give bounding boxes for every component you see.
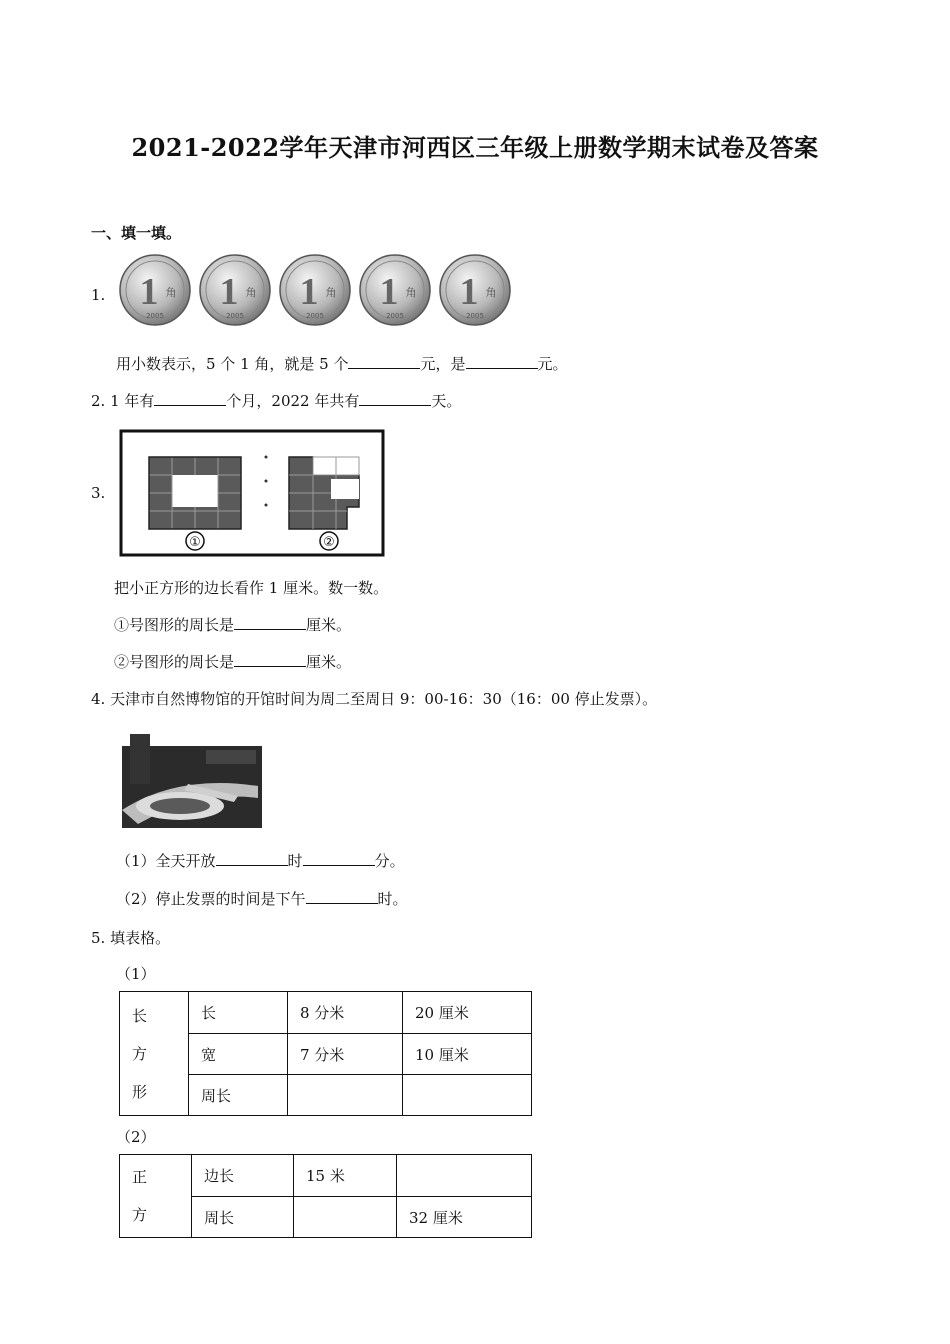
coin-mark: 1: [139, 271, 159, 313]
q5-part1-label: （1）: [116, 965, 156, 983]
answer-blank[interactable]: [359, 391, 431, 406]
coin-unit: 角: [405, 286, 417, 299]
answer-cell[interactable]: [397, 1155, 532, 1197]
answer-cell[interactable]: [403, 1075, 532, 1116]
coin-year: 2005: [466, 312, 484, 320]
coin-icon: [360, 255, 430, 325]
answer-blank[interactable]: [234, 652, 306, 667]
table-group-label: 长 方 形: [120, 992, 189, 1116]
coins-image: [118, 252, 513, 328]
q3-part2: ②号图形的周长是 厘米。: [114, 653, 352, 671]
answer-blank[interactable]: [466, 354, 538, 369]
coin-icon: [200, 255, 270, 325]
q1-number: 1.: [91, 286, 106, 304]
table-cell: 10 厘米: [403, 1034, 532, 1075]
answer-blank[interactable]: [303, 851, 375, 866]
coin-year: 2005: [306, 312, 324, 320]
table-cell: 边长: [192, 1155, 294, 1197]
q5-part2-label: （2）: [116, 1128, 156, 1146]
coin-unit: 角: [245, 286, 257, 299]
q4-text: 4. 天津市自然博物馆的开馆时间为周二至周日 9：00-16：30（16：00 停止发票）。: [91, 690, 658, 708]
q4-part2: （2）停止发票的时间是下午 时。: [116, 890, 408, 908]
coin-icon: [120, 255, 190, 325]
coin-mark: 1: [219, 271, 239, 313]
table-cell: 7 分米: [288, 1034, 403, 1075]
coin-icon: [280, 255, 350, 325]
grid-figures-image: [119, 429, 387, 558]
coin-mark: 1: [379, 271, 399, 313]
answer-blank[interactable]: [154, 391, 226, 406]
q1-text: 用小数表示，5 个 1 角，就是 5 个 元，是 元。: [116, 355, 568, 373]
q5-text: 5. 填表格。: [91, 929, 171, 947]
answer-cell[interactable]: [288, 1075, 403, 1116]
table-cell: 8 分米: [288, 992, 403, 1034]
coin-year: 2005: [386, 312, 404, 320]
q2-text: 2. 1 年有 个月，2022 年共有 天。: [91, 392, 462, 410]
coin-unit: 角: [485, 286, 497, 299]
coin-unit: 角: [165, 286, 177, 299]
q4-part1: （1）全天开放 时 分。: [116, 852, 405, 870]
page-title: 2021-2022学年天津市河西区三年级上册数学期末试卷及答案: [131, 133, 819, 162]
section-heading: 一、填一填。: [91, 224, 182, 242]
answer-blank[interactable]: [348, 354, 420, 369]
table-cell: 20 厘米: [403, 992, 532, 1034]
table-cell: 32 厘米: [397, 1197, 532, 1238]
q3-part1: ①号图形的周长是 厘米。: [114, 616, 352, 634]
figure-2-label: ②: [323, 535, 335, 550]
rectangle-table: [119, 991, 532, 1116]
coin-mark: 1: [459, 271, 479, 313]
q3-number: 3.: [91, 484, 106, 502]
answer-blank[interactable]: [234, 615, 306, 630]
table-cell: 周长: [189, 1075, 288, 1116]
table-cell: 宽: [189, 1034, 288, 1075]
square-table: [119, 1154, 532, 1238]
answer-blank[interactable]: [306, 889, 378, 904]
table-group-label: 正 方: [120, 1155, 192, 1238]
coin-year: 2005: [146, 312, 164, 320]
coin-mark: 1: [299, 271, 319, 313]
answer-blank[interactable]: [216, 851, 288, 866]
figure-1: [149, 457, 241, 529]
coin-icon: [440, 255, 510, 325]
table-cell: 长: [189, 992, 288, 1034]
q3-instruction: 把小正方形的边长看作 1 厘米。数一数。: [114, 579, 389, 597]
table-cell: 周长: [192, 1197, 294, 1238]
coin-year: 2005: [226, 312, 244, 320]
answer-cell[interactable]: [294, 1197, 397, 1238]
museum-photo: [118, 724, 264, 830]
table-cell: 15 米: [294, 1155, 397, 1197]
figure-1-label: ①: [189, 535, 201, 550]
coin-unit: 角: [325, 286, 337, 299]
